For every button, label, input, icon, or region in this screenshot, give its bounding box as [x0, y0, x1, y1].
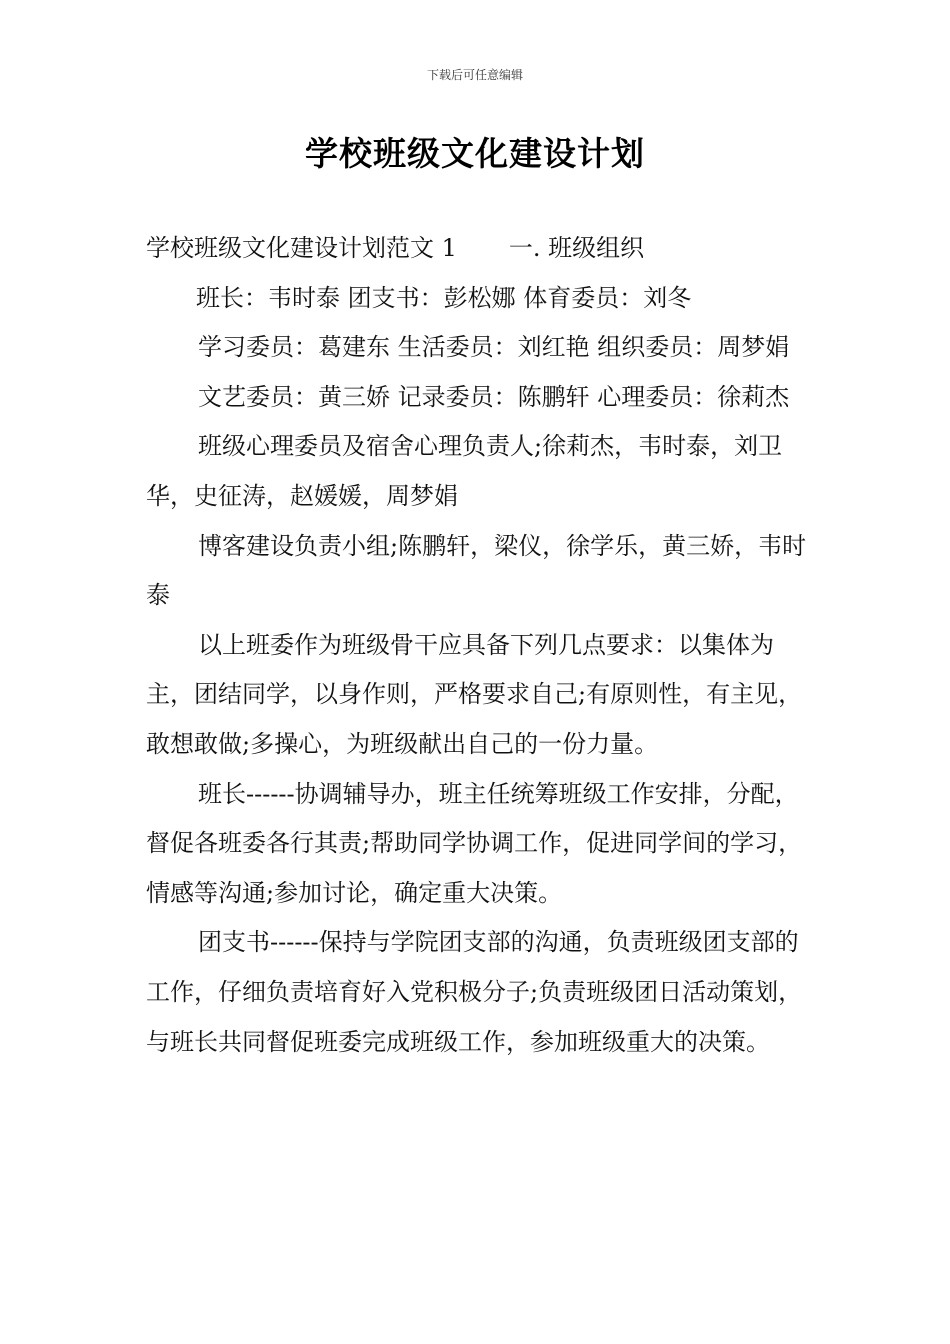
paragraph-requirements: 以上班委作为班级骨干应具备下列几点要求：以集体为主，团结同学，以身作则，严格要求自己;有原则性，有主见，敢想敢做;多操心，为班级献出自己的一份力量。 — [146, 630, 803, 758]
document-body — [146, 224, 808, 1067]
paragraph-committee-2: 文艺委员：黄三娇 记录委员：陈鹏轩 心理委员：徐莉杰 — [198, 382, 790, 411]
intro-right-text: 一. 班级组织 — [508, 234, 645, 262]
page-title: 学校班级文化建设计划 — [305, 134, 645, 173]
paragraph-psych-team: 班级心理委员及宿舍心理负责人;徐莉杰，韦时泰，刘卫华，史征涛，赵媛媛，周梦娟 — [146, 432, 783, 510]
paragraph-monitor-duties: 班长------协调辅导办，班主任统筹班级工作安排，分配，督促各班委各行其责;帮助同学协调工作，促进同学间的学习，情感等沟通;参加讨论，确定重大决策。 — [146, 779, 803, 907]
paragraph-league-secretary-duties: 团支书------保持与学院团支部的沟通，负责班级团支部的工作，仔细负责培育好入党积极分子;负责班级团日活动策划，与班长共同督促班委完成班级工作，参加班级重大的决策。 — [146, 928, 803, 1056]
paragraph-blog-team: 博客建设负责小组;陈鹏轩，梁仪，徐学乐，黄三娇，韦时泰 — [146, 531, 807, 610]
header-note: 下载后可任意编辑 — [426, 68, 523, 82]
paragraph-committee-1: 学习委员：葛建东 生活委员：刘红艳 组织委员：周梦娟 — [198, 333, 790, 362]
intro-line — [146, 224, 808, 274]
intro-left-text: 学校班级文化建设计划范文 1 — [146, 234, 457, 262]
roster-line: 班长：韦时泰 团支书：彭松娜 体育委员：刘冬 — [196, 283, 692, 312]
